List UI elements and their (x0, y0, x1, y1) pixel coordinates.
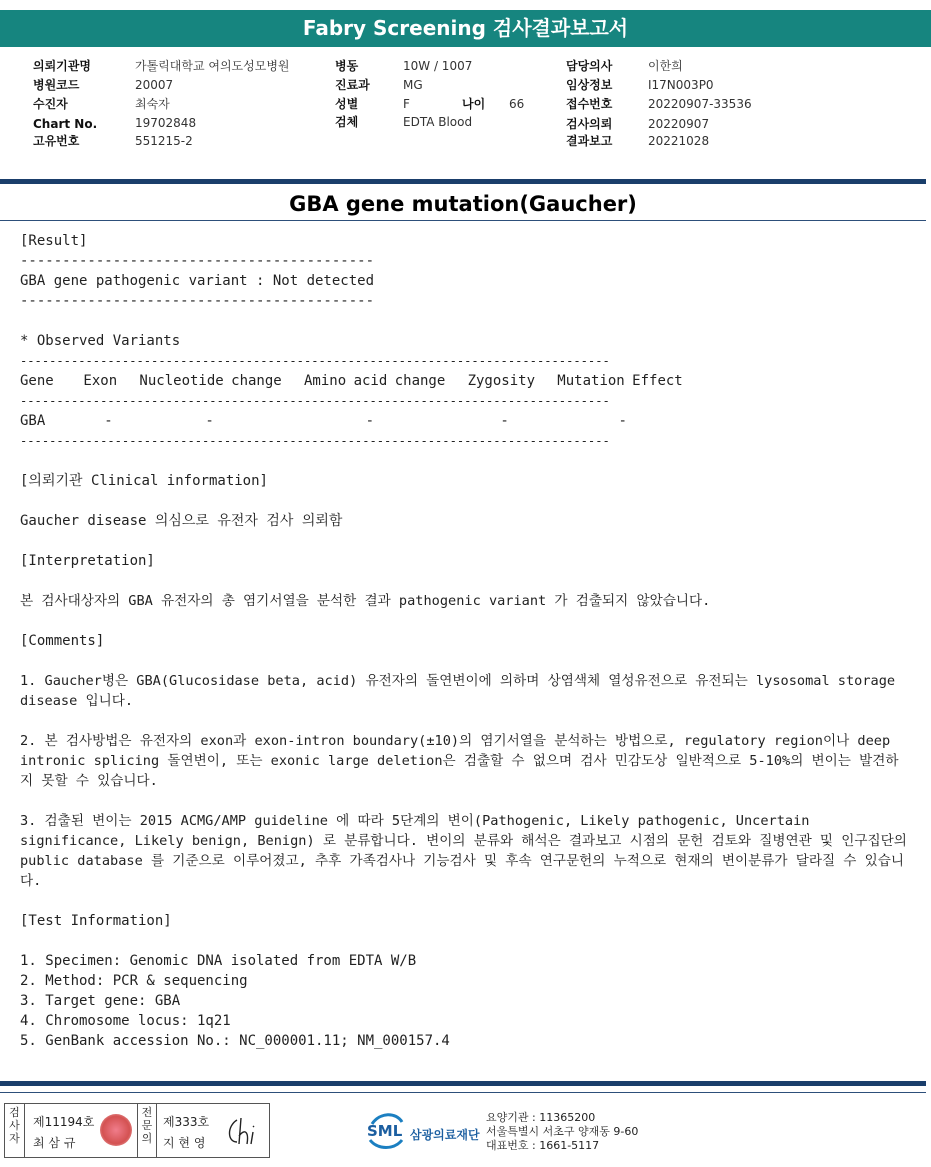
separator: --------------------------------------------------------------------------------- (20, 394, 610, 408)
variant-table-header: Gene Exon Nucleotide change Amino acid change Zygosity Mutation Effect (20, 373, 683, 389)
separator: --------------------------------------------------------------------------------- (20, 354, 610, 368)
divider (0, 1092, 926, 1093)
signature-box (4, 1103, 270, 1158)
inspector-label: 검사자 (5, 1104, 25, 1157)
info-row: 의뢰기관명 (33, 59, 91, 73)
inspector-number: 제11194호 (33, 1115, 95, 1129)
specialist-label: 전문의 (137, 1104, 157, 1157)
specialist-number: 제333호 (163, 1115, 210, 1129)
test-info-item: 2. Method: PCR & sequencing (20, 973, 248, 989)
interpretation-text: 본 검사대상자의 GBA 유전자의 총 염기서열을 분석한 결과 pathogenic variant 가 검출되지 않았습니다. (20, 593, 711, 609)
test-info-item: 1. Specimen: Genomic DNA isolated from EDTA W/B (20, 953, 417, 969)
separator: ------------------------------------------ (20, 293, 375, 309)
divider (0, 1081, 926, 1086)
specialist-name: 지 현 영 (163, 1136, 206, 1150)
divider (0, 179, 926, 184)
lab-contact: 요양기관 : 11365200 서울특별시 서초구 양재동 9-60 대표번호 : 1661-5117 (486, 1111, 639, 1152)
report-title: GBA gene mutation(Gaucher) (289, 192, 637, 216)
comments-heading: [Comments] (20, 633, 105, 649)
comment-2: 2. 본 검사방법은 유전자의 exon과 exon-intron boundary(±10)의 염기서열을 분석하는 방법으로, regulatory region이나 deep intronic splicing 돌연변이, 또는 exonic large deletion은 검출할 수 없으며 검사 민감도상 일반적으로 5-10%의 변이는 발견하지 못할 수 있습니다. (20, 733, 899, 789)
clinical-text: Gaucher disease 의심으로 유전자 검사 의뢰함 (20, 513, 343, 529)
observed-heading: * Observed Variants (20, 333, 181, 349)
interpretation-heading: [Interpretation] (20, 553, 155, 569)
clinical-heading: [의뢰기관 Clinical information] (20, 473, 268, 489)
test-info-item: 3. Target gene: GBA (20, 993, 181, 1009)
inspector-name: 최 삼 규 (33, 1136, 76, 1150)
seal-stamp (100, 1114, 132, 1146)
comment-1: 1. Gaucher병은 GBA(Glucosidase beta, acid) 유전자의 돌연변이에 의하며 상염색체 열성유전으로 유전되는 lysosomal storage disease 입니다. (20, 673, 896, 709)
separator: ------------------------------------------ (20, 253, 375, 269)
divider (0, 220, 926, 221)
result-heading: [Result] (20, 233, 88, 249)
variant-table-row: GBA - - - - - (20, 413, 627, 429)
report-header: Fabry Screening 검사결과보고서 (0, 10, 931, 47)
test-info-item: 5. GenBank accession No.: NC_000001.11; NM_000157.4 (20, 1033, 450, 1049)
test-info-heading: [Test Information] (20, 913, 172, 929)
result-line: GBA gene pathogenic variant : Not detected (20, 273, 375, 289)
comment-3: 3. 검출된 변이는 2015 ACMG/AMP guideline 에 따라 5단계의 변이(Pathogenic, Likely pathogenic, Uncertain significance, Likely benign, Benign) 로 분류합니다. 변이의 분류와 해석은 결과보고 시점의 문헌 검토와 질병연관 및 인구집단의 public database 를 기준으로 이루어졌고, 추후 가족검사나 기능검사 및 후속 연구문헌의 누적으로 현재의 변이분류가 달라질 수 있습니다. (20, 813, 907, 889)
signature (223, 1114, 263, 1148)
test-info-item: 4. Chromosome locus: 1q21 (20, 1013, 231, 1029)
separator: --------------------------------------------------------------------------------- (20, 434, 610, 448)
